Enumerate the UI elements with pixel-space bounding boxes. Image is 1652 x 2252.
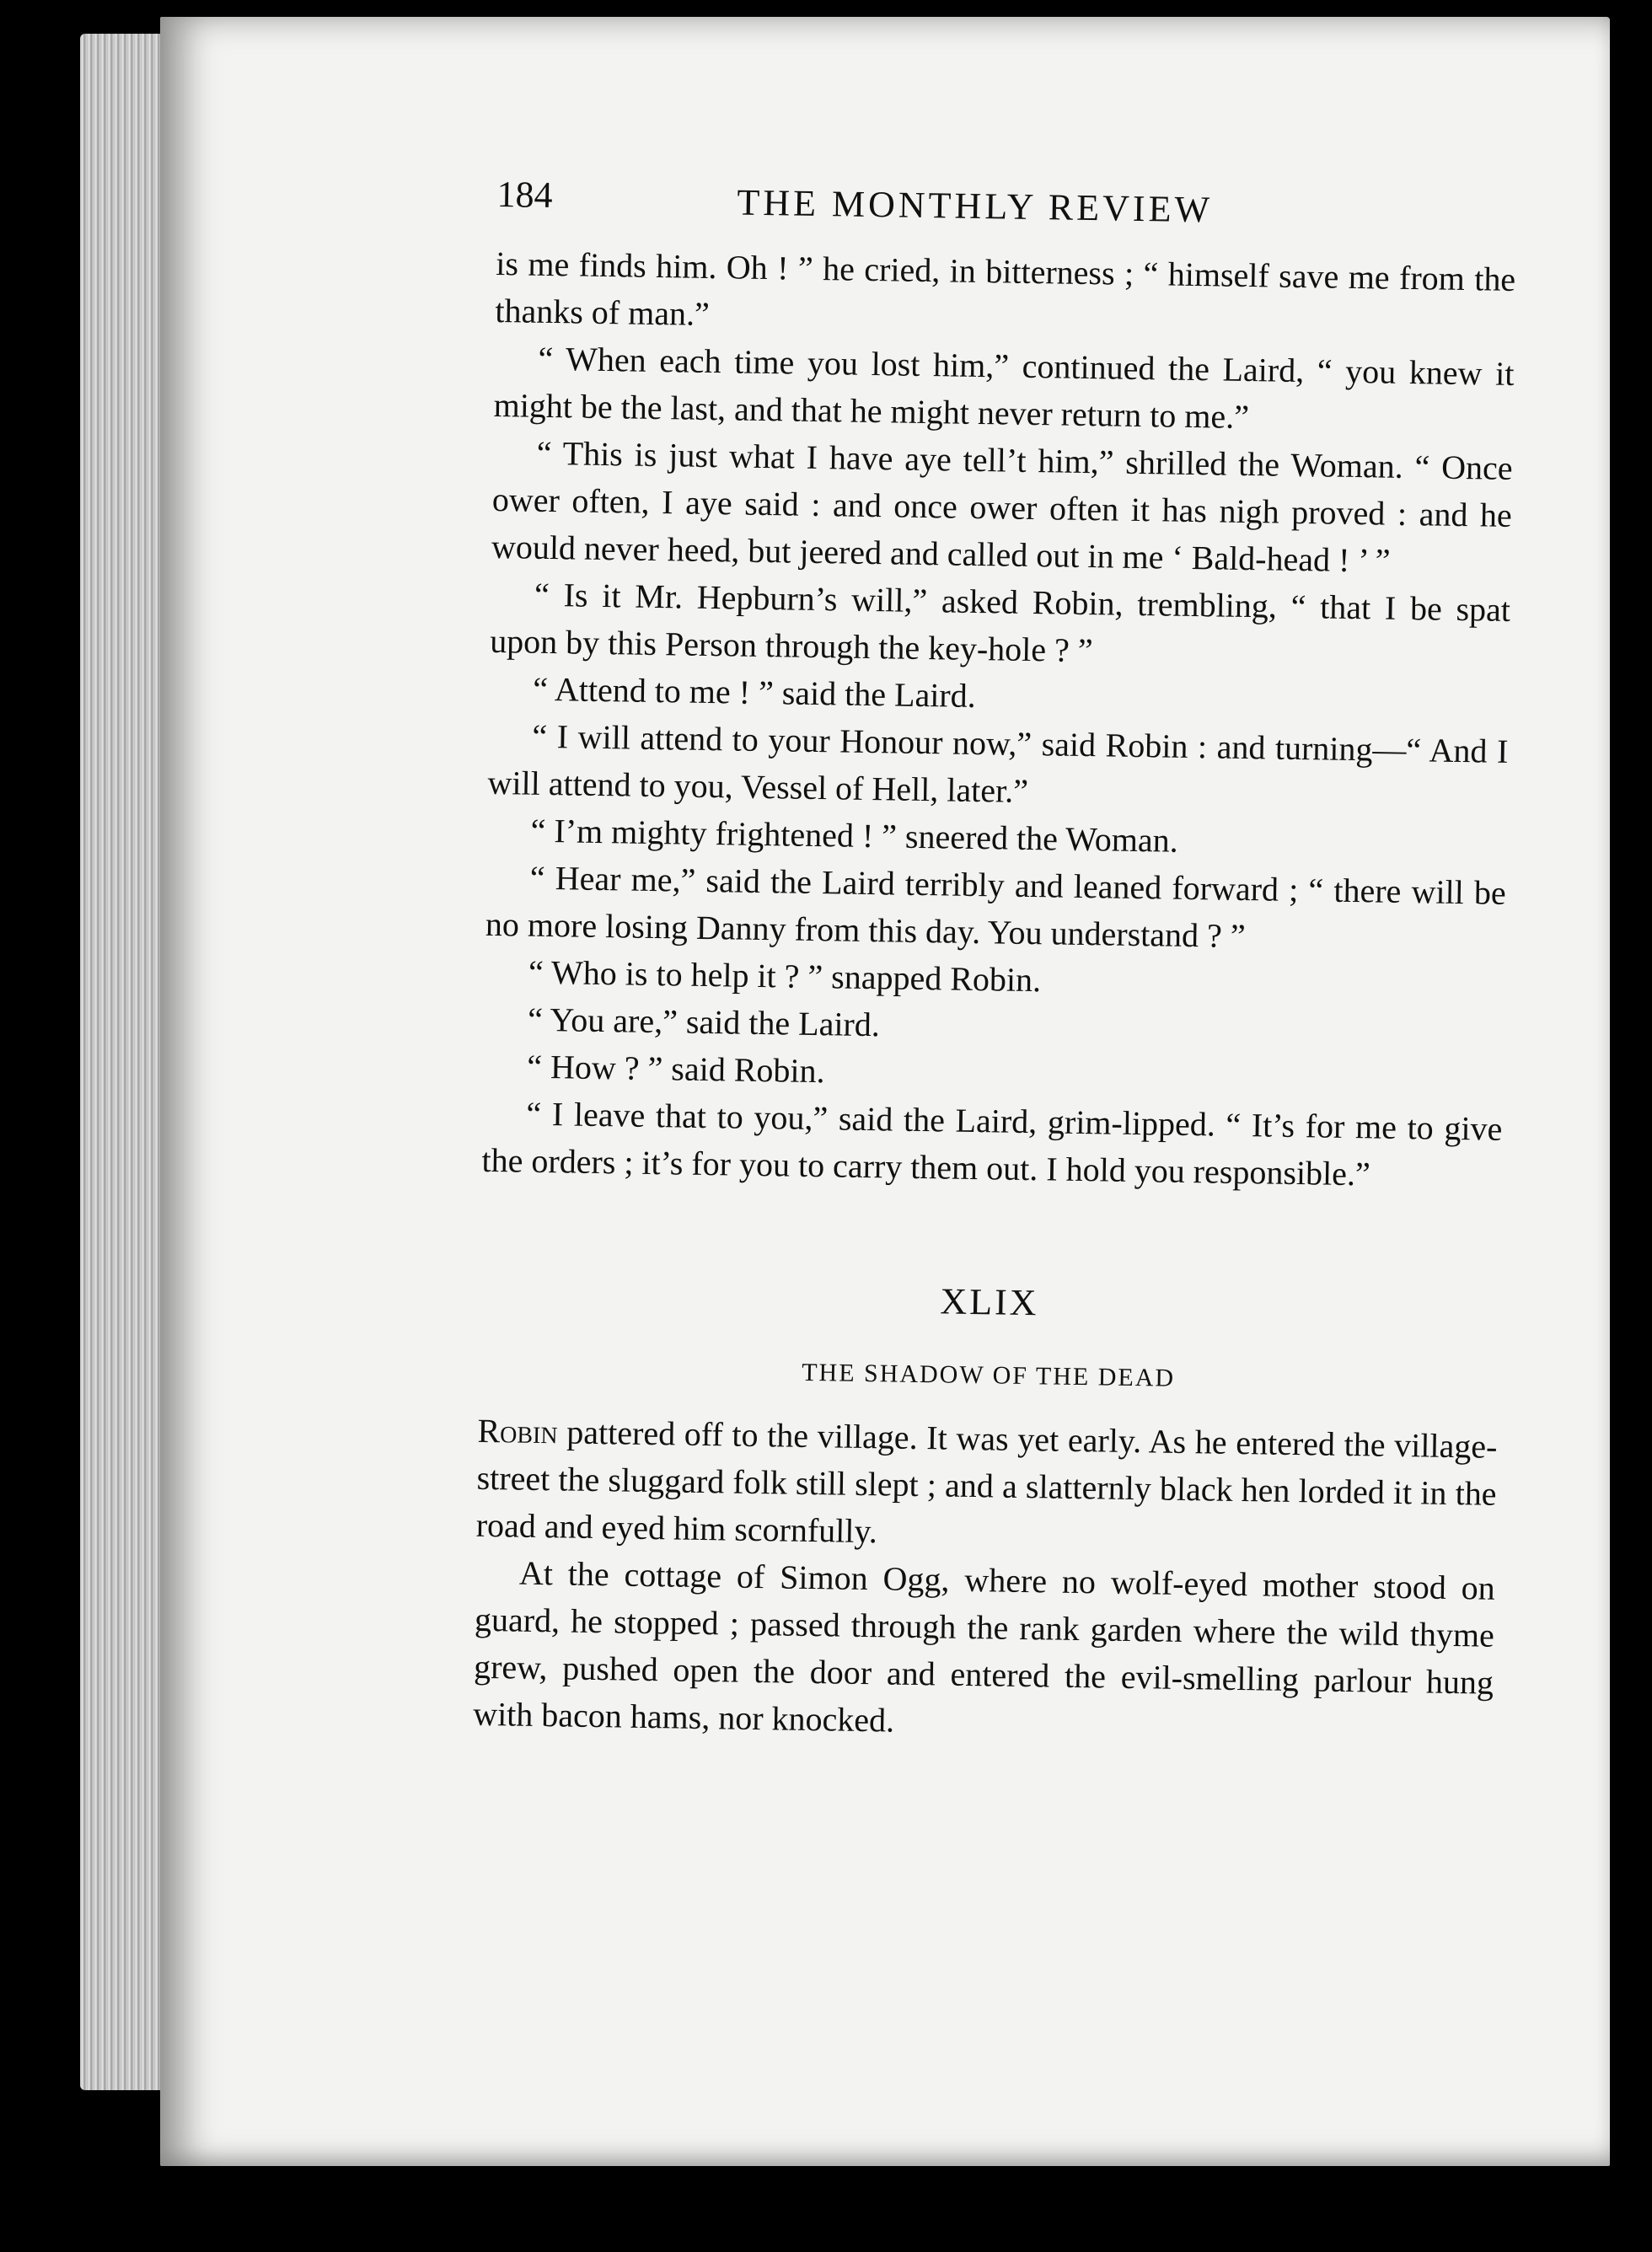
paragraph: “ Attend to me ! ” said the Laird.: [533, 669, 977, 715]
paragraph: “ I’m mighty frightened ! ” sneered the Woman.: [530, 811, 1179, 860]
paragraph: “ I will attend to your Honour now,” said Robin : and turning—“ And I will attend to you, Vessel of Hell, later.”: [487, 716, 1509, 810]
paragraph: “ How ? ” said Robin.: [526, 1047, 825, 1091]
paragraph-continued: is me finds him. Oh ! ” he cried, in bitterness ; “ himself save me from the thanks of man.”: [495, 244, 1516, 333]
chapter-number: XLIX: [940, 1280, 1039, 1324]
chapter-opening-paragraph: [475, 1408, 1497, 1565]
paragraph: “ Who is to help it ? ” snapped Robin.: [528, 952, 1042, 1000]
paragraph: “ Is it Mr. Hepburn’s will,” asked Robin, trembling, “ that I be spat upon by this Person through the key-hole ? ”: [489, 575, 1511, 670]
chapter-first-word: Robin: [477, 1411, 559, 1451]
paragraph: “ When each time you lost him,” continued the Laird, “ you knew it might be the last, and that he might never return to me.”: [493, 339, 1515, 437]
paragraph: “ You are,” said the Laird.: [527, 1000, 881, 1044]
paragraph: “ This is just what I have aye tell’t him,” shrilled the Woman. “ Once ower often, I aye said : and once ower often it has nigh proved : and he would never heed, but jeered and called out in me ‘ Bald-head ! ’ ”: [491, 433, 1513, 580]
paragraph: At the cottage of Simon Ogg, where no wolf-eyed mother stood on guard, he stopped ; passed through the rank garden where the wild thyme grew, pushed open the door and entered the evil-smelling parlour hung with bacon hams, nor knocked.: [472, 1553, 1496, 1740]
journal-title: THE MONTHLY REVIEW: [737, 181, 1214, 231]
chapter-heading: [478, 1273, 1499, 1398]
paragraph: “ Hear me,” said the Laird terribly and leaned forward ; “ there will be no more losing Danny from this day. You understand ? ”: [485, 858, 1507, 956]
page-text-block: [473, 173, 1517, 1754]
page-number: 184: [496, 173, 553, 217]
chapter-opening-text: pattered off to the village. It was yet early. As he entered the village-street the sluggard folk still slept ; and a slatternly black hen lorded it in the road and eyed him scornfully.: [475, 1413, 1498, 1551]
chapter-title: THE SHADOW OF THE DEAD: [801, 1358, 1176, 1392]
paragraph: “ I leave that to you,” said the Laird, grim-lipped. “ It’s for me to give the orders ; it’s for you to carry them out. I hold you responsible.”: [481, 1094, 1503, 1193]
